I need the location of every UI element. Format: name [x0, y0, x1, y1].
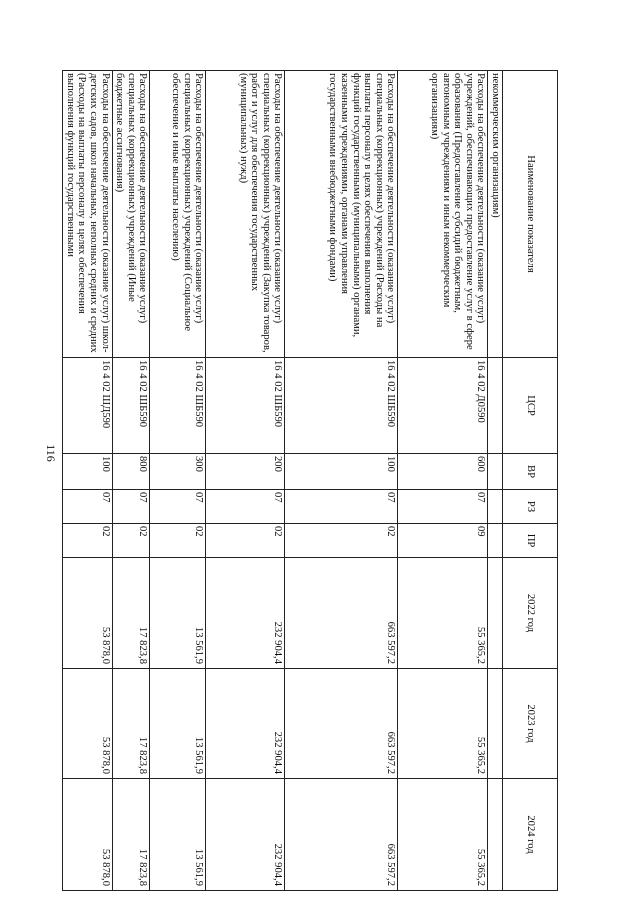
table-row [112, 71, 150, 891]
table-row [398, 71, 488, 891]
table-viewport [64, 70, 558, 890]
cell-pr: 02 [206, 524, 285, 558]
cell-vr: 100 [285, 454, 398, 490]
cell-2024: 13 561,9 [150, 779, 206, 891]
cell-pr: 02 [63, 524, 112, 558]
cell-rz: 07 [112, 490, 150, 524]
cell-rz: 07 [63, 490, 112, 524]
cell-2023: 663 597,2 [285, 669, 398, 779]
cell-pr: 02 [112, 524, 150, 558]
header-vr: ВР [503, 454, 558, 490]
cell-vr: 200 [206, 454, 285, 490]
cell-2023: 53 878,0 [63, 669, 112, 779]
cell-pr: 02 [285, 524, 398, 558]
cell-empty [488, 558, 503, 669]
cell-vr: 800 [112, 454, 150, 490]
cell-name: Расходы на обеспечение деятельности (оказание услуг) специальных (коррекционных) учреждений (Расходы на выплаты персоналу в целях обеспечения выполнения функций государственными (муниципальными) органами, казенными учреждениями, органами управления государственными внебюджетными фондами) [285, 71, 398, 358]
cell-2022: 55 365,2 [398, 558, 488, 669]
cell-2022: 13 561,9 [150, 558, 206, 669]
cell-empty [488, 490, 503, 524]
cell-csr: 16 4 02 Д0590 [398, 358, 488, 454]
cell-rz: 07 [150, 490, 206, 524]
table-row [63, 71, 112, 891]
cell-name: Расходы на обеспечение деятельности (оказание услуг) учреждений, обеспечивающих предоставление услуг в сфере образования (Предоставление субсидий бюджетным, автономным учреждениям и иным некоммерческим организациям) [398, 71, 488, 358]
table-header-row [503, 71, 558, 891]
cell-2022: 663 597,2 [285, 558, 398, 669]
cell-2022: 17 823,8 [112, 558, 150, 669]
cell-name: Расходы на обеспечение деятельности (оказание услуг) школ-детских садов, школ начальных, неполных средних и средних (Расходы на выплаты персоналу в целях обеспечения выполнения функций государственными [63, 71, 112, 358]
page-number: 116 [44, 444, 58, 462]
cell-2024: 17 823,8 [112, 779, 150, 891]
budget-table [62, 70, 558, 891]
cell-csr: 16 4 02 ШБ590 [285, 358, 398, 454]
table-row [206, 71, 285, 891]
cell-vr: 100 [63, 454, 112, 490]
cell-pr: 02 [150, 524, 206, 558]
header-rz: РЗ [503, 490, 558, 524]
cell-2022: 232 904,4 [206, 558, 285, 669]
cell-pr: 09 [398, 524, 488, 558]
cell-2023: 232 904,4 [206, 669, 285, 779]
cell-vr: 300 [150, 454, 206, 490]
cell-empty [488, 454, 503, 490]
header-2024: 2024 год [503, 779, 558, 891]
cell-2022: 53 878,0 [63, 558, 112, 669]
cell-2024: 55 365,2 [398, 779, 488, 891]
header-name: Наименование показателя [503, 71, 558, 358]
cell-2024: 663 597,2 [285, 779, 398, 891]
cell-vr: 600 [398, 454, 488, 490]
cell-2023: 13 561,9 [150, 669, 206, 779]
continuation-text: некоммерческим организациям) [488, 71, 503, 358]
cell-name: Расходы на обеспечение деятельности (оказание услуг) специальных (коррекционных) учреждений (Закупка товаров, работ и услуг для обеспечения государственных (муниципальных) нужд) [206, 71, 285, 358]
table-row [285, 71, 398, 891]
cell-rz: 07 [285, 490, 398, 524]
header-csr: ЦСР [503, 358, 558, 454]
cell-rz: 07 [206, 490, 285, 524]
cell-csr: 16 4 02 ШД590 [63, 358, 112, 454]
cell-empty [488, 669, 503, 779]
header-2023: 2023 год [503, 669, 558, 779]
table-row-continuation [488, 71, 503, 891]
cell-csr: 16 4 02 ШБ590 [206, 358, 285, 454]
cell-name: Расходы на обеспечение деятельности (оказание услуг) специальных (коррекционных) учреждений (Социальное обеспечение и иные выплаты населению) [150, 71, 206, 358]
cell-csr: 16 4 02 ШБ590 [112, 358, 150, 454]
cell-2023: 55 365,2 [398, 669, 488, 779]
cell-empty [488, 524, 503, 558]
cell-2024: 232 904,4 [206, 779, 285, 891]
cell-name: Расходы на обеспечение деятельности (оказание услуг) специальных (коррекционных) учреждений (Иные бюджетные ассигнования) [112, 71, 150, 358]
cell-2024: 53 878,0 [63, 779, 112, 891]
cell-2023: 17 823,8 [112, 669, 150, 779]
header-pr: ПР [503, 524, 558, 558]
cell-rz: 07 [398, 490, 488, 524]
cell-csr: 16 4 02 ШБ590 [150, 358, 206, 454]
cell-empty [488, 358, 503, 454]
header-2022: 2022 год [503, 558, 558, 669]
table-row [150, 71, 206, 891]
cell-empty [488, 779, 503, 891]
